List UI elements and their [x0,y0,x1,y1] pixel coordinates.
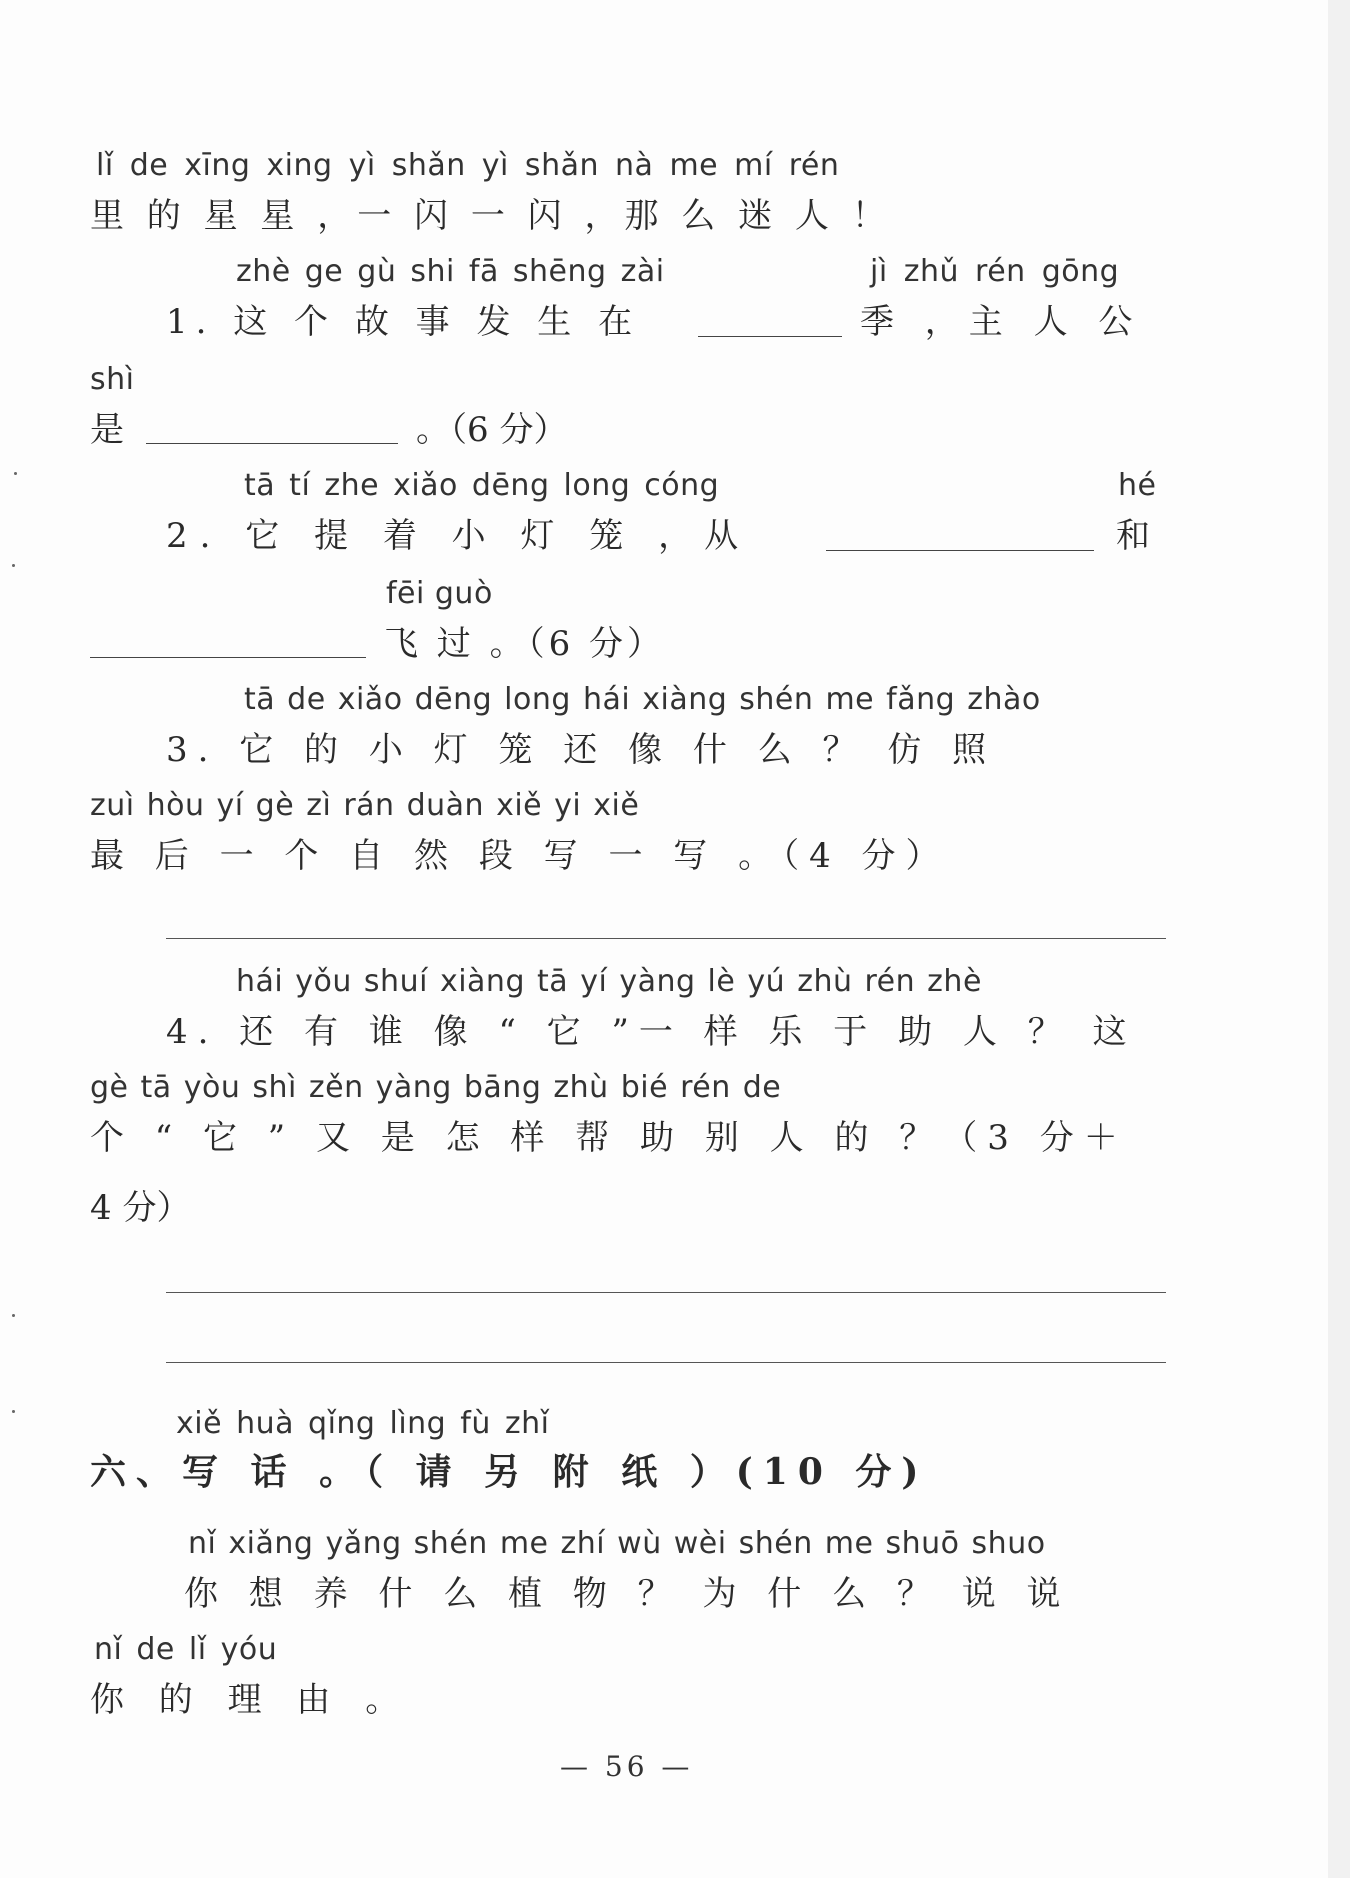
pinyin-line: lǐ de xīng xing yì shǎn yì shǎn nà me mí rén [96,148,840,183]
answer-blank[interactable] [146,443,398,444]
answer-line[interactable] [166,1292,1166,1293]
text-line: 。（6 分） [416,410,568,450]
pinyin-line: zhè ge gù shi fā shēng zài [236,254,665,289]
pinyin-line: zuì hòu yí gè zì rán duàn xiě yi xiě [90,788,640,823]
pinyin-line: nǐ xiǎng yǎng shén me zhí wù wèi shén me shuō shuo [188,1526,1046,1561]
page-number: — 56 — [560,1750,694,1783]
answer-line[interactable] [166,1362,1166,1363]
pinyin-line: nǐ de lǐ yóu [94,1632,278,1667]
section-six-heading: 六、写 话 。（ 请 另 附 纸 ）(10 分) [90,1451,929,1493]
text-line: 和 [1116,516,1150,556]
text-line: 飞 过 。（6 分） [384,624,666,664]
text-line: 里 的 星 星 ，一 闪 一 闪 ，那 么 迷 人 ！ [90,196,892,236]
text-line: 是 [90,410,124,450]
text-line: 个 “ 它 ” 又 是 怎 样 帮 助 别 人 的 ？（3 分＋ [90,1118,1128,1158]
pinyin-line: fēi guò [386,576,493,611]
pinyin-line: shì [90,362,135,397]
pinyin-line: hé [1118,468,1157,503]
pinyin-line: jì zhǔ rén gōng [870,254,1120,289]
answer-blank[interactable] [826,550,1094,551]
margin-speck [12,564,15,567]
text-line: 季 ，主 人 公 [860,302,1143,342]
text-line: 你 的 理 由 。 [90,1680,412,1720]
answer-blank[interactable] [90,657,366,658]
margin-speck [12,1314,15,1317]
page-edge-shade [1328,0,1350,1878]
pinyin-line: hái yǒu shuí xiàng tā yí yàng lè yú zhù rén zhè [236,964,982,999]
answer-line[interactable] [166,938,1166,939]
pinyin-line: tā de xiǎo dēng long hái xiàng shén me fǎng zhào [244,682,1041,717]
question-2: 2. 它 提 着 小 灯 笼 ，从 [166,516,751,556]
pinyin-line: gè tā yòu shì zěn yàng bāng zhù bié rén de [90,1070,782,1105]
text-line: 最 后 一 个 自 然 段 写 一 写 。（4 分） [90,836,950,876]
pinyin-line: tā tí zhe xiǎo dēng long cóng [244,468,720,503]
margin-speck [12,1410,15,1413]
question-4: 4. 还 有 谁 像 “ 它 ”一 样 乐 于 助 人 ？ 这 [166,1012,1137,1052]
question-3: 3. 它 的 小 灯 笼 还 像 什 么 ？ 仿 照 [166,730,997,770]
pinyin-line: xiě huà qǐng lìng fù zhǐ [176,1406,550,1441]
margin-speck [14,472,17,475]
text-line: 你 想 养 什 么 植 物 ？ 为 什 么 ？ 说 说 [184,1574,1071,1614]
answer-blank[interactable] [698,336,842,337]
text-line: 4 分） [90,1188,191,1228]
question-1: 1. 这 个 故 事 发 生 在 [166,302,641,342]
